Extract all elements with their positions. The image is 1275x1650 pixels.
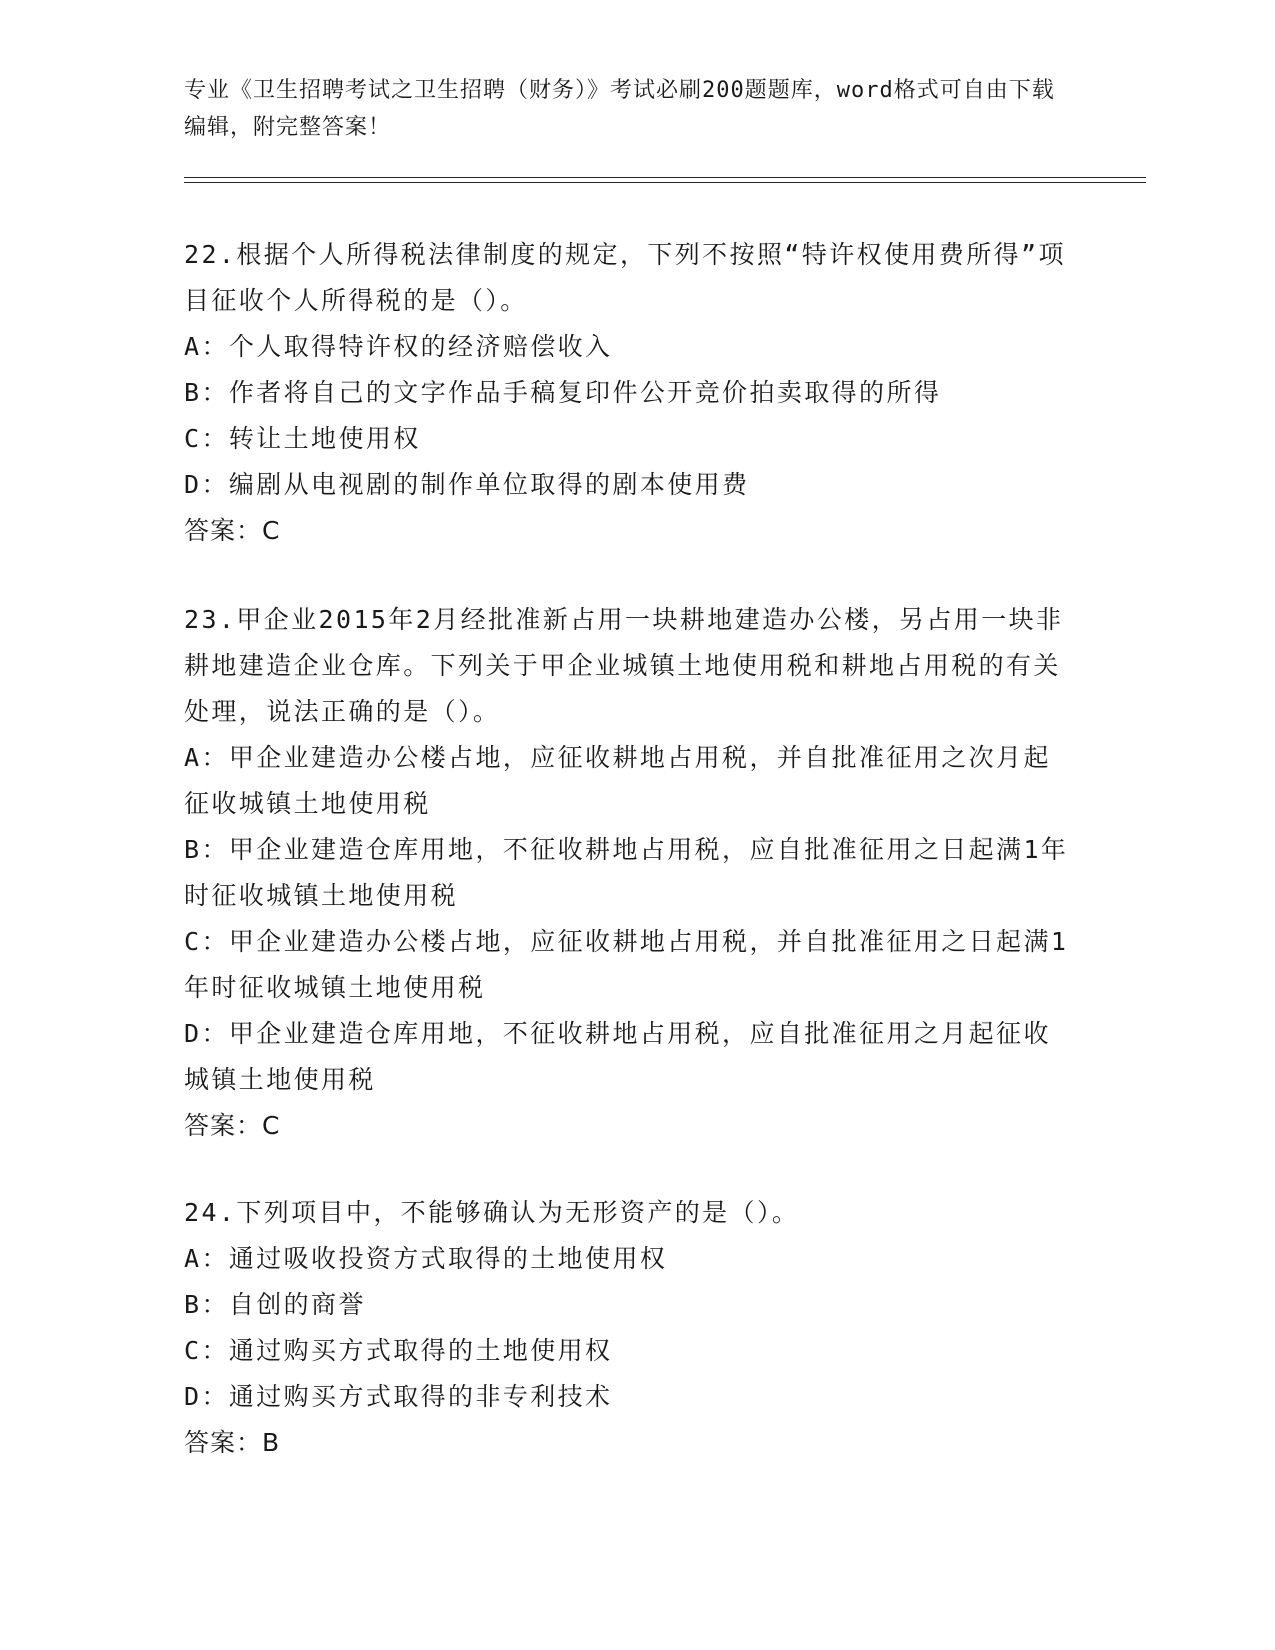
answer: 答案：C bbox=[184, 516, 281, 545]
option-d: D：通过购买方式取得的非专利技术 bbox=[184, 1382, 613, 1411]
question-24 bbox=[184, 1190, 1074, 1466]
option-a: A：个人取得特许权的经济赔偿收入 bbox=[184, 332, 613, 361]
question-stem: 23.甲企业2015年2月经批准新占用一块耕地建造办公楼，另占用一块非耕地建造企业仓库。下列关于甲企业城镇土地使用税和耕地占用税的有关处理，说法正确的是（）。 bbox=[184, 605, 1064, 726]
header-divider-top bbox=[184, 177, 1146, 178]
answer: 答案：C bbox=[184, 1111, 281, 1140]
option-d: D：编剧从电视剧的制作单位取得的剧本使用费 bbox=[184, 470, 750, 499]
question-stem: 24.下列项目中，不能够确认为无形资产的是（）。 bbox=[184, 1198, 800, 1227]
question-22 bbox=[184, 232, 1074, 554]
answer: 答案：B bbox=[184, 1428, 281, 1457]
option-c: C：转让土地使用权 bbox=[184, 424, 421, 453]
option-d: D：甲企业建造仓库用地，不征收耕地占用税，应自批准征用之月起征收城镇土地使用税 bbox=[184, 1019, 1051, 1094]
option-a: A：甲企业建造办公楼占地，应征收耕地占用税，并自批准征用之次月起征收城镇土地使用税 bbox=[184, 743, 1051, 818]
document-header: 专业《卫生招聘考试之卫生招聘（财务）》考试必刷200题题库，word格式可自由下载编辑，附完整答案！ bbox=[184, 78, 1055, 140]
header-divider-bottom bbox=[184, 182, 1146, 183]
option-b: B：自创的商誉 bbox=[184, 1290, 366, 1319]
option-b: B：甲企业建造仓库用地，不征收耕地占用税，应自批准征用之日起满1年时征收城镇土地使用税 bbox=[184, 835, 1069, 910]
option-a: A：通过吸收投资方式取得的土地使用权 bbox=[184, 1244, 668, 1273]
option-b: B：作者将自己的文字作品手稿复印件公开竞价拍卖取得的所得 bbox=[184, 378, 942, 407]
option-c: C：通过购买方式取得的土地使用权 bbox=[184, 1336, 613, 1365]
question-23 bbox=[184, 597, 1074, 1149]
option-c: C：甲企业建造办公楼占地，应征收耕地占用税，并自批准征用之日起满1年时征收城镇土地使用税 bbox=[184, 927, 1069, 1002]
question-stem: 22.根据个人所得税法律制度的规定，下列不按照“特许权使用费所得”项目征收个人所得税的是（）。 bbox=[184, 240, 1066, 315]
